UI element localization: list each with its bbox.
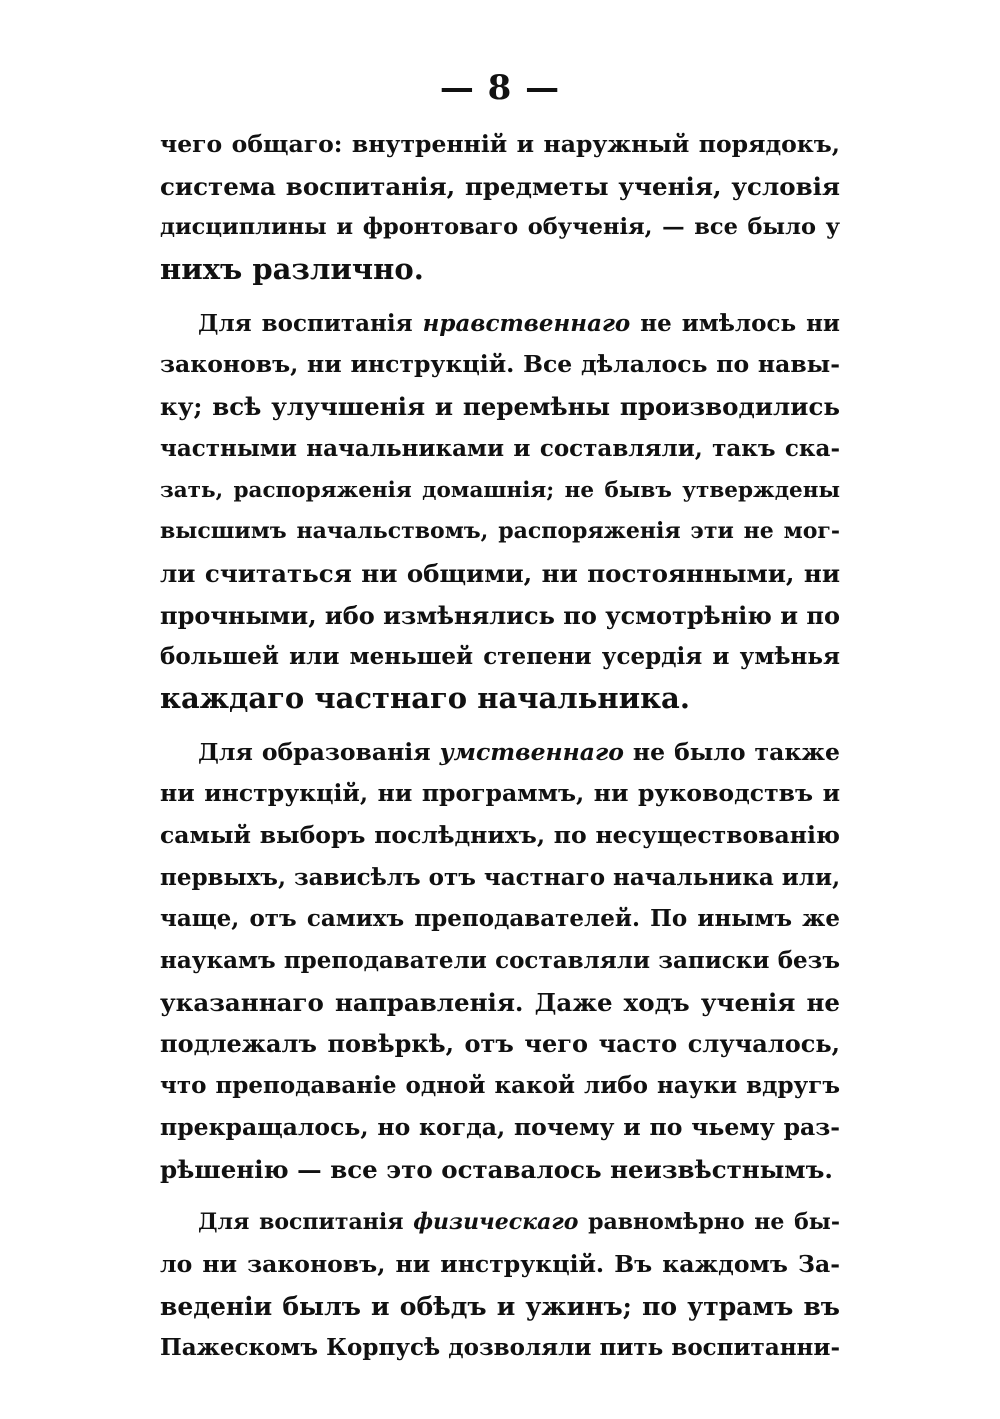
text-run: не было также xyxy=(623,737,840,766)
text-line: система воспитанія, предметы ученія, условія xyxy=(160,171,840,201)
text-line xyxy=(160,1202,840,1244)
text-line: прекращалось, но когда, почему и по чьему раз- xyxy=(160,1112,840,1141)
text-line: ло ни законовъ, ни инструкцій. Въ каждомъ За- xyxy=(160,1249,840,1278)
text-line: большей или меньшей степени усердія и умѣнья xyxy=(160,643,840,671)
text-line: частными начальниками и составляли, такъ ска- xyxy=(160,434,840,462)
text-run: Для воспитанія xyxy=(198,309,423,337)
paragraph xyxy=(160,124,840,291)
italic-term: нравственнаго xyxy=(422,309,631,337)
italic-term: физическаго xyxy=(413,1209,579,1236)
text-run: не имѣлось ни xyxy=(630,309,840,337)
text-line: самый выборъ послѣднихъ, по несуществованію xyxy=(160,821,840,849)
text-line: указаннаго направленія. Даже ходъ ученія не xyxy=(160,987,840,1017)
text-line: дисциплины и фронтоваго обученія, — все было у xyxy=(160,214,840,241)
text-line: нихъ различно. xyxy=(160,252,424,287)
text-line: Пажескомъ Корпусѣ дозволяли пить воспитанни- xyxy=(160,1334,840,1362)
body-text xyxy=(160,124,840,1381)
text-line: ли считаться ни общими, ни постоянными, ни xyxy=(160,558,840,588)
text-run: равномѣрно не бы- xyxy=(578,1209,840,1236)
text-line: законовъ, ни инструкцій. Все дѣлалось по навы- xyxy=(160,350,840,379)
text-line: ку; всѣ улучшенія и перемѣны производились xyxy=(160,392,840,422)
paragraph xyxy=(160,303,840,720)
page-number: — 8 — xyxy=(439,68,561,108)
text-line: прочными, ибо измѣнялись по усмотрѣнію и по xyxy=(160,600,840,630)
text-line: что преподаваніе одной какой либо науки вдругъ xyxy=(160,1072,840,1100)
paragraph xyxy=(160,732,840,1191)
text-line: высшимъ начальствомъ, распоряженія эти не мог- xyxy=(160,518,840,545)
text-line xyxy=(160,303,840,345)
text-line: чаще, отъ самихъ преподавателей. По инымъ же xyxy=(160,905,840,933)
text-line: зать, распоряженія домашнія; не бывъ утверждены xyxy=(160,477,840,503)
text-line: первыхъ, зависѣлъ отъ частнаго начальника или, xyxy=(160,863,841,891)
text-line: подлежалъ повѣркѣ, отъ чего часто случалось, xyxy=(160,1029,840,1059)
text-line: чего общаго: внутренній и наружный порядокъ, xyxy=(160,130,840,158)
text-line: веденіи былъ и обѣдъ и ужинъ; по утрамъ въ xyxy=(160,1291,840,1321)
paragraph xyxy=(160,1202,840,1369)
text-run: Для образованія xyxy=(198,737,440,766)
text-line: ни инструкцій, ни программъ, ни руководствъ и xyxy=(160,779,840,808)
text-line: наукамъ преподаватели составляли записки безъ xyxy=(160,947,840,975)
italic-term: умственнаго xyxy=(439,737,624,766)
text-run: Для воспитанія xyxy=(198,1209,414,1236)
text-line: рѣшенію — все это оставалось неизвѣстнымъ. xyxy=(160,1154,833,1184)
text-line xyxy=(160,732,840,774)
text-line: каждаго частнаго начальника. xyxy=(160,680,690,715)
